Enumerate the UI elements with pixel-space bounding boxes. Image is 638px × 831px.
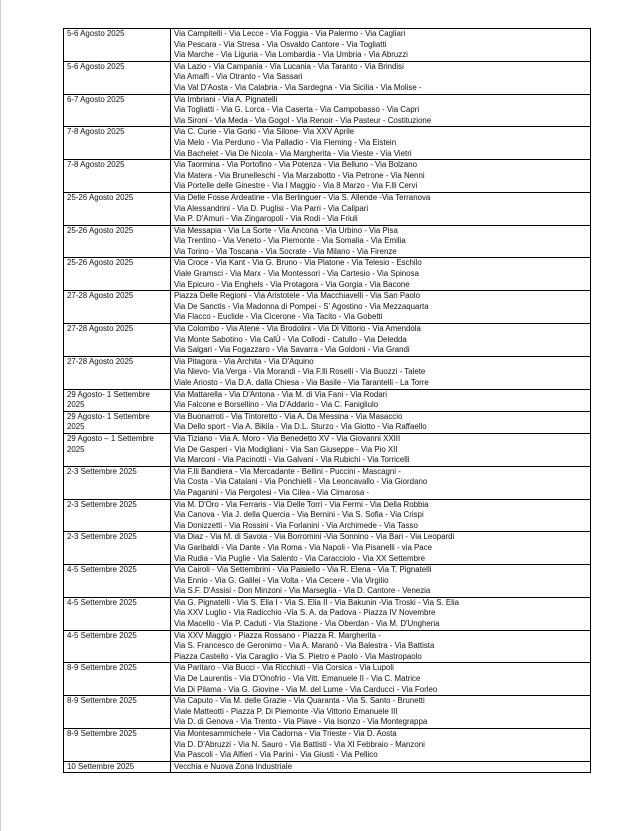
street-line: Via Rudia - Via Puglie - Via Salento - Via Caracciolo - Via XX Settembre bbox=[174, 553, 426, 563]
street-line: Via Taormina - Via Portofino - Via Potenza - Via Belluno - Via Bolzano bbox=[174, 160, 418, 170]
street-line: Via Diaz - Via M. di Savoia - Via Borromini -Via Sonnino - Via Bari - Via Leopardi bbox=[174, 532, 455, 542]
street-line: Via Bachelet - Via De Nicola - Via Margherita - Via Vieste - Via Vietri bbox=[174, 148, 412, 158]
table-row bbox=[64, 433, 591, 466]
date-cell: 4-5 Settembre 2025 bbox=[64, 565, 171, 598]
street-line: Piazza Delle Regioni - Via Aristotele - Via Macchiavelli - Via San Paolo bbox=[174, 291, 421, 301]
table-row bbox=[64, 696, 591, 729]
table-row bbox=[64, 411, 591, 433]
street-line: Via Sironi - Via Meda - Via Gogol - Via Renoir - Via Pasteur - Costituzione bbox=[174, 115, 432, 125]
street-line: Via Paritaro - Via Bucci - Via Ricchiuti - Via Corsica - Via Lupoli bbox=[174, 663, 394, 673]
date-cell: 5-6 Agosto 2025 bbox=[64, 61, 171, 94]
street-line: Viale Matteotti - Piazza P. Di Piemonte -Via Vittorio Emanuele III bbox=[174, 706, 398, 716]
street-line: Via Val D'Aosta - Via Calabria - Via Sardegna - Via Sicilia - Via Molise - bbox=[174, 82, 422, 92]
date-cell: 29 Agosto – 1 Settembre 2025 bbox=[64, 433, 171, 466]
table-row bbox=[64, 389, 591, 411]
streets-cell bbox=[171, 466, 591, 499]
street-line: Via Pescara - Via Stresa - Via Osvaldo Cantore - Via Togliatti bbox=[174, 39, 387, 49]
streets-cell bbox=[171, 630, 591, 663]
street-line: Via Caputo - Via M. delle Grazie - Via Quaranta - Via S. Santo - Brunetti bbox=[174, 696, 425, 706]
street-line: Viale Ariosto - Via D.A. dalla Chiesa - Via Basile - Via Tarantelli - La Torre bbox=[174, 378, 429, 387]
streets-cell bbox=[171, 291, 591, 324]
streets-cell bbox=[171, 597, 591, 630]
street-line: Via Salgari - Via Fogazzaro - Via Savarra - Via Goldoni - Via Grandi bbox=[174, 345, 410, 355]
street-line: Via C. Curie - Via Gorki - Via Silone- Via XXV Aprile bbox=[174, 127, 355, 137]
street-line: Via Amalfi - Via Otranto - Via Sassari bbox=[174, 72, 303, 82]
street-line: Via Montesammichele - Via Cadorna - Via Trieste - Via D. Aosta bbox=[174, 729, 397, 738]
page-left-edge bbox=[0, 0, 1, 831]
street-line: Via Donizzetti - Via Rossini - Via Forlanini - Via Archimede - Via Tasso bbox=[174, 520, 418, 530]
street-line: Viale Gramsci - Via Marx - Via Montessori - Via Cartesio - Via Spinosa bbox=[174, 269, 419, 279]
street-line: Via Trentino - Via Veneto - Via Piemonte - Via Somalia - Via Emilia bbox=[174, 236, 406, 246]
date-cell: 10 Settembre 2025 bbox=[64, 761, 171, 773]
date-cell: 27-28 Agosto 2025 bbox=[64, 324, 171, 357]
date-cell: 25-26 Agosto 2025 bbox=[64, 225, 171, 258]
streets-cell bbox=[171, 258, 591, 291]
table-row bbox=[64, 94, 591, 127]
date-cell: 7-8 Agosto 2025 bbox=[64, 160, 171, 193]
street-line: Via Cairoli - Via Settembrini - Via Paisiello - Via R. Elena - Via T. Pignatelli bbox=[174, 565, 432, 575]
date-cell: 6-7 Agosto 2025 bbox=[64, 94, 171, 127]
streets-cell bbox=[171, 160, 591, 193]
street-line: Via Costa - Via Catalani - Via Ponchielli - Via Leoncavallo - Via Giordano bbox=[174, 477, 428, 487]
street-line: Via M. D'Oro - Via Ferraris - Via Delle Torri - Via Fermi - Via Della Robbia bbox=[174, 499, 429, 509]
street-line: Via De Gasperi - Via Modigliani - Via San Giuseppe - Via Pio XII bbox=[174, 444, 398, 454]
street-line: Via S. Francesco de Geronimo - Via A. Maranò - Via Balestra - Via Battista bbox=[174, 641, 435, 651]
date-cell: 2-3 Settembre 2025 bbox=[64, 532, 171, 565]
street-line: Via Portelle delle Ginestre - Via I Maggio - Via 8 Marzo - Via F.lli Cervi bbox=[174, 181, 418, 191]
table-row bbox=[64, 761, 591, 773]
street-line: Via Marconi - Via Pacinotti - Via Galvani - Via Rubichi - Via Torricelli bbox=[174, 455, 410, 465]
street-line: Via Dello sport - Via A. Bikila - Via D.L. Sturzo - Via Giotto - Via Raffaello bbox=[174, 422, 427, 432]
table-row bbox=[64, 729, 591, 762]
street-line: Via Croce - Via Kant - Via G. Bruno - Via Platone - Via Telesio - Eschilo bbox=[174, 258, 422, 268]
table-row bbox=[64, 532, 591, 565]
streets-cell bbox=[171, 433, 591, 466]
street-line: Via Macello - Via P. Caduti - Via Stazione - Via Oberdan - Via M. D'Ungheria bbox=[174, 619, 440, 629]
date-cell: 29 Agosto- 1 Settembre 2025 bbox=[64, 389, 171, 411]
street-line: Via Nievo- Via Verga - Via Morandi - Via F.lli Roselli - Via Buozzi - Talete bbox=[174, 367, 426, 377]
date-cell: 8-9 Settembre 2025 bbox=[64, 696, 171, 729]
street-line: Via Colombo - Via Atene - Via Brodolini - Via Di Vittorio - Via Amendola bbox=[174, 324, 421, 334]
table-row bbox=[64, 597, 591, 630]
date-cell: 27-28 Agosto 2025 bbox=[64, 356, 171, 389]
streets-cell bbox=[171, 729, 591, 762]
streets-cell bbox=[171, 411, 591, 433]
streets-cell bbox=[171, 663, 591, 696]
street-line: Via Di Pilama - Via G. Giovine - Via M. del Lume - Via Carducci - Via Forleo bbox=[174, 684, 438, 694]
streets-cell bbox=[171, 29, 591, 62]
table-row bbox=[64, 565, 591, 598]
street-schedule-table bbox=[63, 28, 591, 773]
table-row bbox=[64, 499, 591, 532]
date-cell: 5-6 Agosto 2025 bbox=[64, 29, 171, 62]
street-line: Via Falcone e Borsellino - Via D'Addario - Via C. Fanigliulo bbox=[174, 400, 379, 410]
street-line: Via Lazio - Via Campania - Via Lucania - Via Taranto - Via Brindisi bbox=[174, 61, 404, 71]
street-line: Via Pascoli - Via Alfieri - Via Parini - Via Giusti - Via Pellico bbox=[174, 750, 378, 760]
table-row bbox=[64, 225, 591, 258]
table-row bbox=[64, 324, 591, 357]
street-line: Via Ennio - Via G. Galilei - Via Volta - Via Cecere - Via Virgilio bbox=[174, 575, 389, 585]
table-row bbox=[64, 663, 591, 696]
street-line: Via Mattarella - Via D'Antona - Via M. di Via Fani - Via Rodari bbox=[174, 389, 388, 399]
street-line: Via Delle Fosse Ardeatine - Via Berlinguer - Via S. Allende -Via Terranova bbox=[174, 192, 431, 202]
date-cell: 25-26 Agosto 2025 bbox=[64, 258, 171, 291]
schedule-body bbox=[64, 29, 591, 773]
table-row bbox=[64, 466, 591, 499]
date-cell: 4-5 Settembre 2025 bbox=[64, 597, 171, 630]
table-row bbox=[64, 127, 591, 160]
street-line: Via D. D'Abruzzi - Via N. Sauro - Via Battisti - Via XI Febbraio - Manzoni bbox=[174, 739, 425, 749]
date-cell: 4-5 Settembre 2025 bbox=[64, 630, 171, 663]
streets-cell bbox=[171, 61, 591, 94]
street-line: Via P. D'Amuri - Via Zingaropoli - Via Rodi - Via Friuli bbox=[174, 214, 358, 224]
streets-cell bbox=[171, 324, 591, 357]
streets-cell bbox=[171, 696, 591, 729]
streets-cell bbox=[171, 565, 591, 598]
streets-cell bbox=[171, 127, 591, 160]
street-line: Via Epicuro - Via Enghels - Via Protagora - Via Gorgia - Via Bacone bbox=[174, 279, 410, 289]
street-line: Via Paganini - Via Pergolesi - Via Cilea - Via Cimarosa - bbox=[174, 487, 370, 497]
table-row bbox=[64, 291, 591, 324]
street-line: Via Flacco - Euclide - Via Cicerone - Via Tacito - Via Gobetti bbox=[174, 312, 383, 322]
streets-cell bbox=[171, 532, 591, 565]
street-line: Vecchia e Nuova Zona Industriale bbox=[174, 761, 292, 771]
streets-cell bbox=[171, 761, 591, 773]
table-row bbox=[64, 356, 591, 389]
table-row bbox=[64, 61, 591, 94]
street-line: Via De Sanctis - Via Madonna di Pompei - S' Agostino - Via Mezzaquarta bbox=[174, 301, 429, 311]
date-cell: 2-3 Settembre 2025 bbox=[64, 499, 171, 532]
table-row bbox=[64, 29, 591, 62]
street-line: Via Imbriani - Via A. Pignatelli bbox=[174, 94, 278, 104]
streets-cell bbox=[171, 94, 591, 127]
street-line: Via Garibaldi - Via Dante - Via Roma - Via Napoli - Via Pisanelli - via Pace bbox=[174, 542, 433, 552]
table-row bbox=[64, 192, 591, 225]
street-line: Via Matera - Via Brunelleschi - Via Marzabotto - Via Petrone - Via Nenni bbox=[174, 170, 425, 180]
street-line: Via Campitelli - Via Lecce - Via Foggia - Via Palermo - Via Cagliari bbox=[174, 29, 406, 38]
table-row bbox=[64, 630, 591, 663]
streets-cell bbox=[171, 389, 591, 411]
table-row bbox=[64, 160, 591, 193]
street-line: Via Messapia - Via La Sorte - Via Ancona - Via Urbino - Via Pisa bbox=[174, 225, 398, 235]
street-line: Via F.lli Bandiera - Via Mercadante - Bellini - Puccini - Mascagni - bbox=[174, 466, 401, 476]
street-line: Via Marche - Via Liguria - Via Lombardia - Via Umbria - Via Abruzzi bbox=[174, 50, 408, 60]
street-line: Via XXV Maggio - Piazza Rossano - Piazza R. Margherita - bbox=[174, 630, 381, 640]
street-line: Via Togliatti - Via G. Lorca - Via Caserta - Via Campobasso - Via Capri bbox=[174, 105, 420, 115]
street-line: Via Alessandrini - Via D. Puglisi - Via Parri - Via Calipari bbox=[174, 203, 369, 213]
date-cell: 8-9 Settembre 2025 bbox=[64, 729, 171, 762]
street-line: Via De Laurentis - Via D'Onofrio - Via Vitt. Emanuele II - Via C. Matrice bbox=[174, 674, 421, 684]
street-line: Via Buonarroti - Via Tintoretto - Via A. Da Messina - Via Masaccio bbox=[174, 411, 403, 421]
date-cell: 27-28 Agosto 2025 bbox=[64, 291, 171, 324]
date-cell: 8-9 Settembre 2025 bbox=[64, 663, 171, 696]
streets-cell bbox=[171, 356, 591, 389]
street-line: Via D. di Genova - Via Trento - Via Piave - Via Isonzo - Via Montegrappa bbox=[174, 717, 428, 727]
date-cell: 25-26 Agosto 2025 bbox=[64, 192, 171, 225]
street-line: Via Torino - Via Toscana - Via Socrate - Via Milano - Via Firenze bbox=[174, 246, 397, 256]
date-cell: 7-8 Agosto 2025 bbox=[64, 127, 171, 160]
streets-cell bbox=[171, 192, 591, 225]
street-line: Via S.F. D'Assisi - Don Minzoni - Via Marseglia - Via D. Cantore - Venezia bbox=[174, 586, 431, 596]
street-line: Via XXV Luglio - Via Radicchio -Via S. A. da Padova - Piazza IV Novembre bbox=[174, 608, 436, 618]
street-line: Via Tiziano - Via A. Moro - Via Benedetto XV - Via Giovanni XXIII bbox=[174, 433, 401, 443]
table-row bbox=[64, 258, 591, 291]
street-line: Via Monte Sabotino - Via CalÙ - Via Collodi - Catullo - Via Deledda bbox=[174, 334, 407, 344]
streets-cell bbox=[171, 499, 591, 532]
street-line: Via G. Pignatelli - Via S. Elia I - Via S. Elia II - Via Bakunin -Via Troski - Via S. Elia bbox=[174, 597, 460, 607]
date-cell: 2-3 Settembre 2025 bbox=[64, 466, 171, 499]
street-line: Piazza Castello - Via Caraglio - Via S. Pietro e Paolo - Via Mastropaolo bbox=[174, 651, 422, 661]
streets-cell bbox=[171, 225, 591, 258]
street-line: Via Melo - Via Perduno - Via Palladio - Via Fleming - Via Eistein bbox=[174, 137, 397, 147]
date-cell: 29 Agosto- 1 Settembre 2025 bbox=[64, 411, 171, 433]
street-line: Via Canova - Via J. della Quercia - Via Bernini - Via S. Sofia - Via Crispi bbox=[174, 510, 424, 520]
street-line: Via Pitagora - Via Archita - Via D'Aquino bbox=[174, 356, 314, 366]
